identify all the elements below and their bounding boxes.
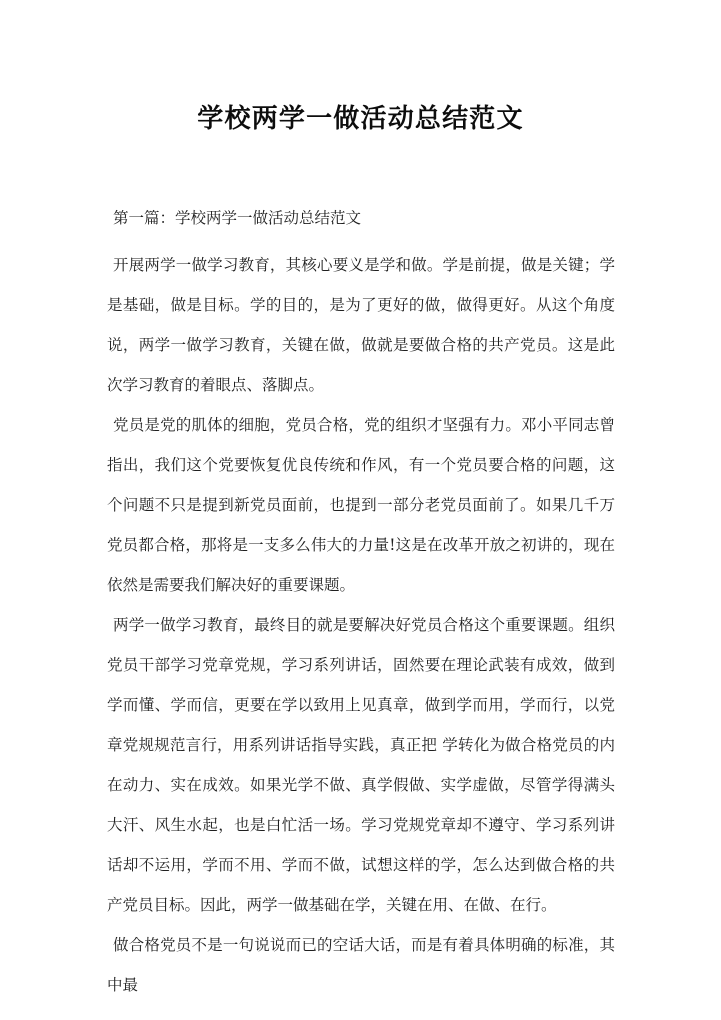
paragraph-1: 开展两学一做学习教育，其核心要义是学和做。学是前提，做是关键；学是基础，做是目标。学的目的，是为了更好的做，做得更好。从这个角度说，两学一做学习教育，关键在做，做就是要做合格的共产党员。这是此次学习教育的着眼点、落脚点。 (107, 256, 615, 394)
paragraph-3: 两学一做学习教育，最终目的就是要解决好党员合格这个重要课题。组织党员干部学习党章党规，学习系列讲话，固然要在理论武装有成效，做到学而懂、学而信，更要在学以致用上见真章，做到学而用，学而行，以党章党规规范言行，用系列讲话指导实践，真正把 学转化为做合格党员的内在动力、实在成效。如果光学不做、真学假做、实学虚做，尽管学得满头大汗、风生水起，也是白忙活一场。学习党规党章却不遵守、学习系列讲话却不运用，学而不用、学而不做，试想这样的学，怎么达到做合格的共产党员目标。因此，两学一做基础在学，关键在用、在做、在行。 (107, 616, 615, 914)
document-body (107, 205, 615, 1005)
paragraph-4: 做合格党员不是一句说说而已的空话大话，而是有着具体明确的标准，其中最 (107, 936, 615, 994)
page-title: 学校两学一做活动总结范文 (197, 104, 524, 135)
lead-line: 第一篇：学校两学一做活动总结范文 (113, 209, 362, 227)
paragraph-2: 党员是党的肌体的细胞，党员合格，党的组织才坚强有力。邓小平同志曾指出，我们这个党要恢复优良传统和作风，有一个党员要合格的问题，这个问题不只是提到新党员面前，也提到一部分老党员面前了。如果几千万党员都合格，那将是一支多么伟大的力量!这是在改革开放之初讲的，现在依然是需要我们解决好的重要课题。 (107, 416, 615, 594)
